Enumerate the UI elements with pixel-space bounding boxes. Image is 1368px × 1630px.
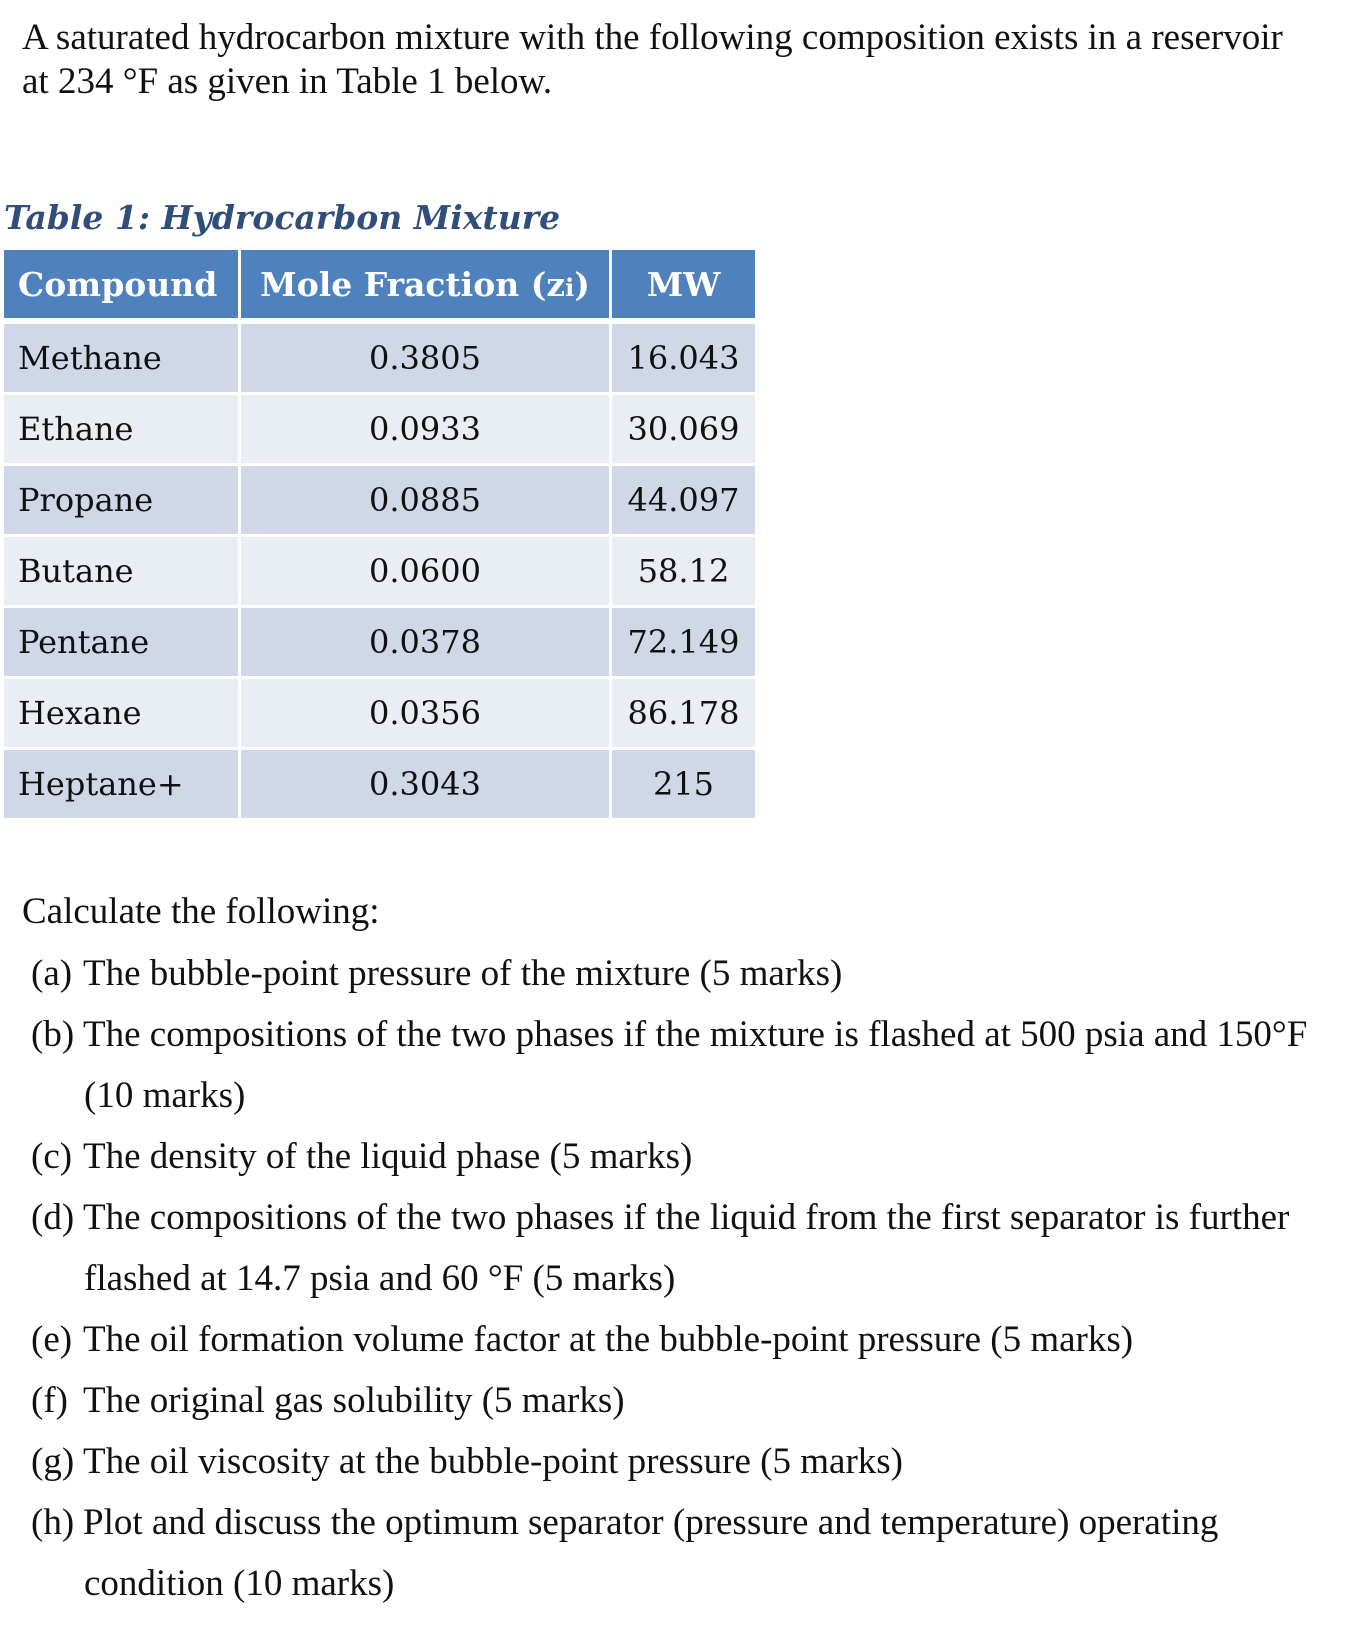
cell-compound: Pentane bbox=[4, 607, 240, 678]
question-b-continuation: (10 marks) bbox=[84, 1075, 246, 1116]
question-e bbox=[31, 1318, 1133, 1361]
cell-mw: 30.069 bbox=[611, 394, 756, 465]
question-label: (c) bbox=[31, 1136, 73, 1177]
header-mw: MW bbox=[611, 250, 756, 321]
intro-line-2: at 234 °F as given in Table 1 below. bbox=[22, 61, 553, 102]
cell-compound: Butane bbox=[4, 536, 240, 607]
cell-mole-fraction: 0.3043 bbox=[240, 749, 611, 819]
cell-mw: 72.149 bbox=[611, 607, 756, 678]
cell-mole-fraction: 0.0600 bbox=[240, 536, 611, 607]
question-label: (g) bbox=[31, 1441, 75, 1482]
table-row bbox=[4, 607, 755, 678]
table-row bbox=[4, 465, 755, 536]
cell-compound: Heptane+ bbox=[4, 749, 240, 819]
question-text: Plot and discuss the optimum separator (pressure and temperature) operating bbox=[83, 1502, 1219, 1543]
table-row bbox=[4, 394, 755, 465]
question-text: The compositions of the two phases if the liquid from the first separator is further bbox=[83, 1197, 1290, 1238]
question-a bbox=[31, 952, 842, 995]
cell-mole-fraction: 0.0378 bbox=[240, 607, 611, 678]
question-label: (d) bbox=[31, 1197, 75, 1238]
cell-mw: 44.097 bbox=[611, 465, 756, 536]
question-b bbox=[31, 1013, 1307, 1056]
cell-mw: 58.12 bbox=[611, 536, 756, 607]
question-text: The bubble-point pressure of the mixture (5 marks) bbox=[83, 953, 843, 994]
cell-compound: Hexane bbox=[4, 678, 240, 749]
header-mole-fraction bbox=[240, 250, 611, 321]
cell-mw: 215 bbox=[611, 749, 756, 819]
header-mole-fraction-subscript: i bbox=[565, 272, 575, 302]
cell-mole-fraction: 0.0885 bbox=[240, 465, 611, 536]
question-label: (b) bbox=[31, 1014, 75, 1055]
cell-mw: 16.043 bbox=[611, 321, 756, 394]
intro-paragraph bbox=[22, 16, 1368, 104]
question-label: (h) bbox=[31, 1502, 75, 1543]
question-text: The oil viscosity at the bubble-point pressure (5 marks) bbox=[83, 1441, 903, 1482]
question-text: The compositions of the two phases if the mixture is flashed at 500 psia and 150°F bbox=[83, 1014, 1308, 1055]
cell-compound: Ethane bbox=[4, 394, 240, 465]
hydrocarbon-table bbox=[4, 250, 755, 818]
question-label: (e) bbox=[31, 1319, 73, 1360]
table-row bbox=[4, 321, 755, 394]
table-row bbox=[4, 678, 755, 749]
question-d bbox=[31, 1196, 1289, 1239]
intro-line-1: A saturated hydrocarbon mixture with the following composition exists in a reservoir bbox=[22, 17, 1283, 58]
question-f bbox=[31, 1379, 625, 1422]
question-d-continuation: flashed at 14.7 psia and 60 °F (5 marks) bbox=[84, 1258, 676, 1299]
cell-mole-fraction: 0.0356 bbox=[240, 678, 611, 749]
question-text: The original gas solubility (5 marks) bbox=[83, 1380, 625, 1421]
question-text: The density of the liquid phase (5 marks) bbox=[83, 1136, 693, 1177]
header-compound: Compound bbox=[4, 250, 240, 321]
question-label: (a) bbox=[31, 953, 73, 994]
header-mole-fraction-text: Mole Fraction (z bbox=[260, 264, 566, 304]
question-c bbox=[31, 1135, 692, 1178]
questions-intro: Calculate the following: bbox=[22, 891, 380, 932]
table-row bbox=[4, 749, 755, 819]
table-caption: Table 1: Hydrocarbon Mixture bbox=[4, 198, 561, 237]
question-h-continuation: condition (10 marks) bbox=[84, 1563, 395, 1604]
cell-mole-fraction: 0.0933 bbox=[240, 394, 611, 465]
question-text: The oil formation volume factor at the bubble-point pressure (5 marks) bbox=[83, 1319, 1134, 1360]
question-g bbox=[31, 1440, 903, 1483]
cell-mw: 86.178 bbox=[611, 678, 756, 749]
question-h bbox=[31, 1501, 1218, 1544]
cell-compound: Propane bbox=[4, 465, 240, 536]
table-row bbox=[4, 536, 755, 607]
cell-mole-fraction: 0.3805 bbox=[240, 321, 611, 394]
table-header-row bbox=[4, 250, 755, 321]
header-mole-fraction-close: ) bbox=[574, 264, 590, 304]
question-label: (f) bbox=[31, 1380, 68, 1421]
cell-compound: Methane bbox=[4, 321, 240, 394]
